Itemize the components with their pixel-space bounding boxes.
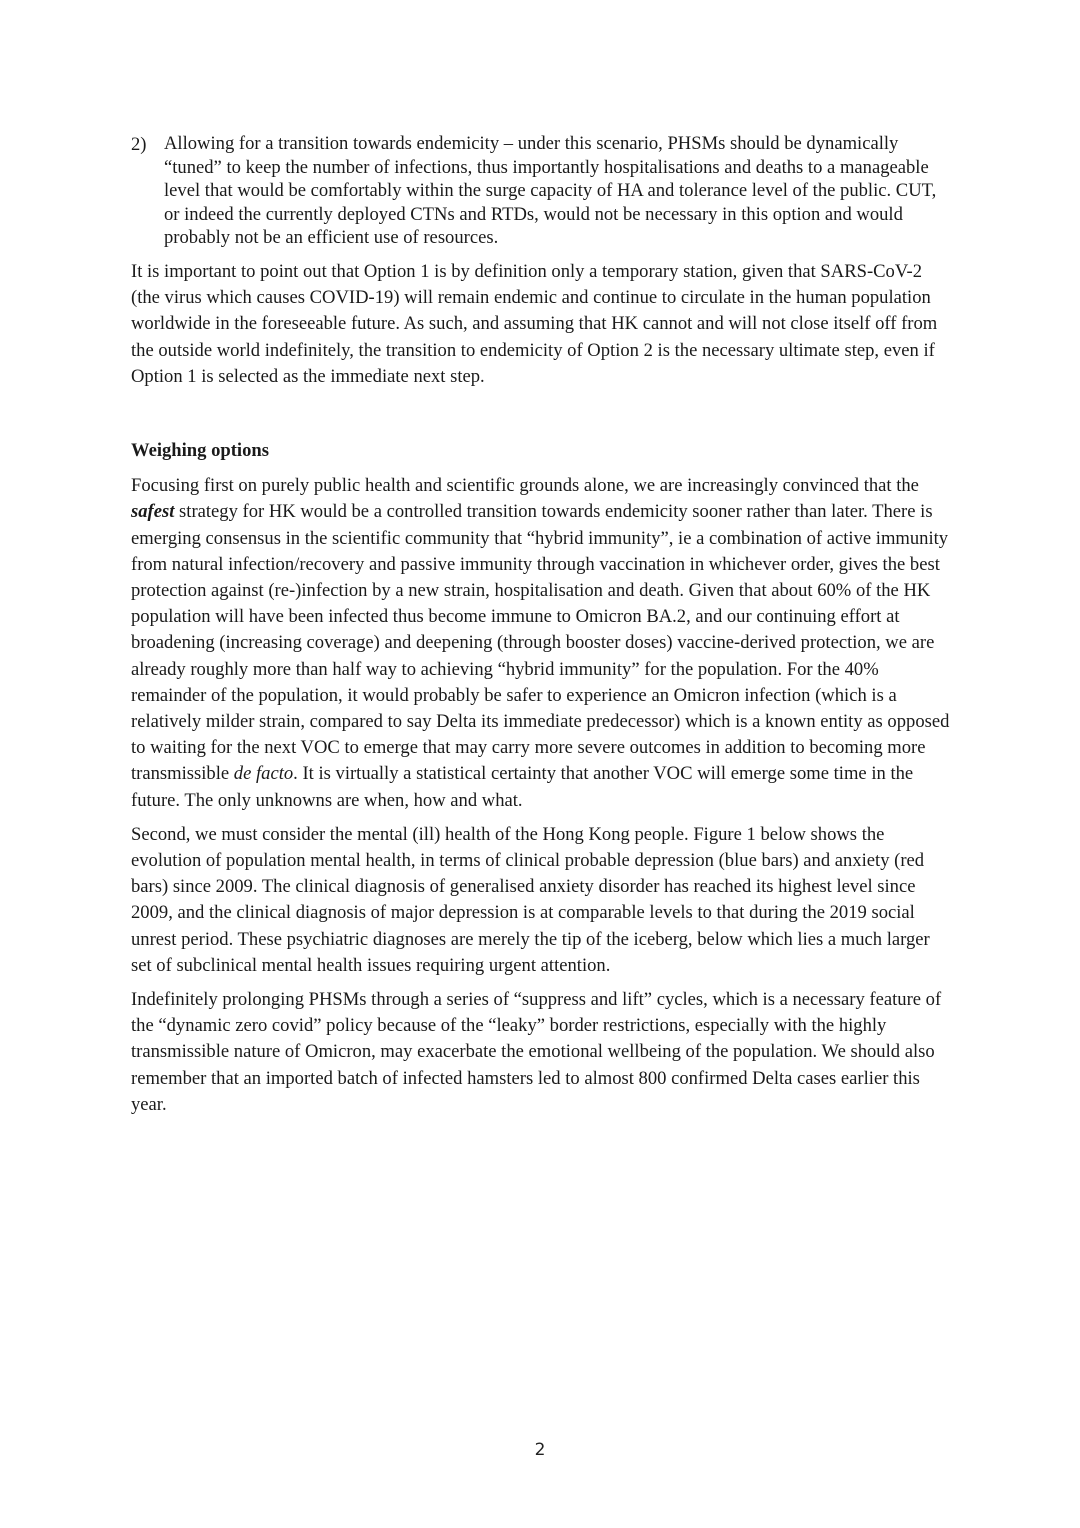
list-item-text: Allowing for a transition towards endemicity – under this scenario, PHSMs should be dynamically “tuned” to keep the number of infections, thus importantly hospitalisations and deaths to a manageable level that would be comfortably within the surge capacity of HA and tolerance level of the public. CUT, or indeed the currently deployed CTNs and RTDs, would not be necessary in this option and would probably not be an efficient use of resources.: [164, 133, 937, 249]
italic-de-facto: de facto: [233, 763, 294, 785]
paragraph-first-grounds: [131, 473, 953, 814]
paragraph-phsms-cycles: Indefinitely prolonging PHSMs through a series of “suppress and lift” cycles, which is a necessary feature of the “dynamic zero covid” policy because of the “leaky” border restrictions, especially with the highly transmissible nature of Omicron, may exacerbate the emotional wellbeing of the population. We should also remember that an imported batch of infected hamsters led to almost 800 confirmed Delta cases earlier this year.: [131, 989, 942, 1115]
list-item-number: 2): [131, 134, 147, 155]
page-number: 2: [534, 1440, 546, 1460]
paragraph-first-text-post: . It is virtually a statistical certainty that another VOC will emerge some time in the future. The only unknowns are when, how and what.: [131, 763, 914, 811]
section-heading-weighing-options: Weighing options: [131, 439, 269, 461]
list-item-option-2: [131, 132, 953, 250]
paragraph-first-text-pre: Focusing first on purely public health and scientific grounds alone, we are increasingly convinced that the: [131, 475, 919, 497]
document-body: [131, 132, 953, 1118]
paragraph-option-note: It is important to point out that Option 1 is by definition only a temporary station, given that SARS-CoV-2 (the virus which causes COVID-19) will remain endemic and continue to circulate in the human population worldwide in the foreseeable future. As such, and assuming that HK cannot and will not close itself off from the outside world indefinitely, the transition to endemicity of Option 2 is the necessary ultimate step, even if Option 1 is selected as the immediate next step.: [131, 260, 938, 387]
paragraph-mental-health: Second, we must consider the mental (ill) health of the Hong Kong people. Figure 1 below shows the evolution of population mental health, in terms of clinical probable depression (blue bars) and anxiety (red bars) since 2009. The clinical diagnosis of generalised anxiety disorder has reached its highest level since 2009, and the clinical diagnosis of major depression is at comparable levels to that during the 2019 social unrest period. These psychiatric diagnoses are merely the tip of the iceberg, below which lies a much larger set of subclinical mental health issues requiring urgent attention.: [131, 823, 930, 976]
paragraph-first-text-mid: strategy for HK would be a controlled transition towards endemicity sooner rather than later. There is emerging consensus in the scientific community that “hybrid immunity”, ie a combination of active immunity from natural infection/recovery and passive immunity through vaccination in whichever order, gives the best protection against (re-)infection by a new strain, hospitalisation and death. Given that about 60% of the HK population will have been infected thus become immune to Omicron BA.2, and our continuing effort at broadening (increasing coverage) and deepening (through booster doses) vaccine-derived protection, we are already roughly more than half way to achieving “hybrid immunity” for the population. For the 40% remainder of the population, it would probably be safer to experience an Omicron infection (which is a relatively milder strain, compared to say Delta its immediate predecessor) which is a known entity as opposed to waiting for the next VOC to emerge that may carry more severe outcomes in addition to becoming more transmissible: [131, 501, 950, 785]
emphasis-safest: safest: [131, 501, 175, 523]
